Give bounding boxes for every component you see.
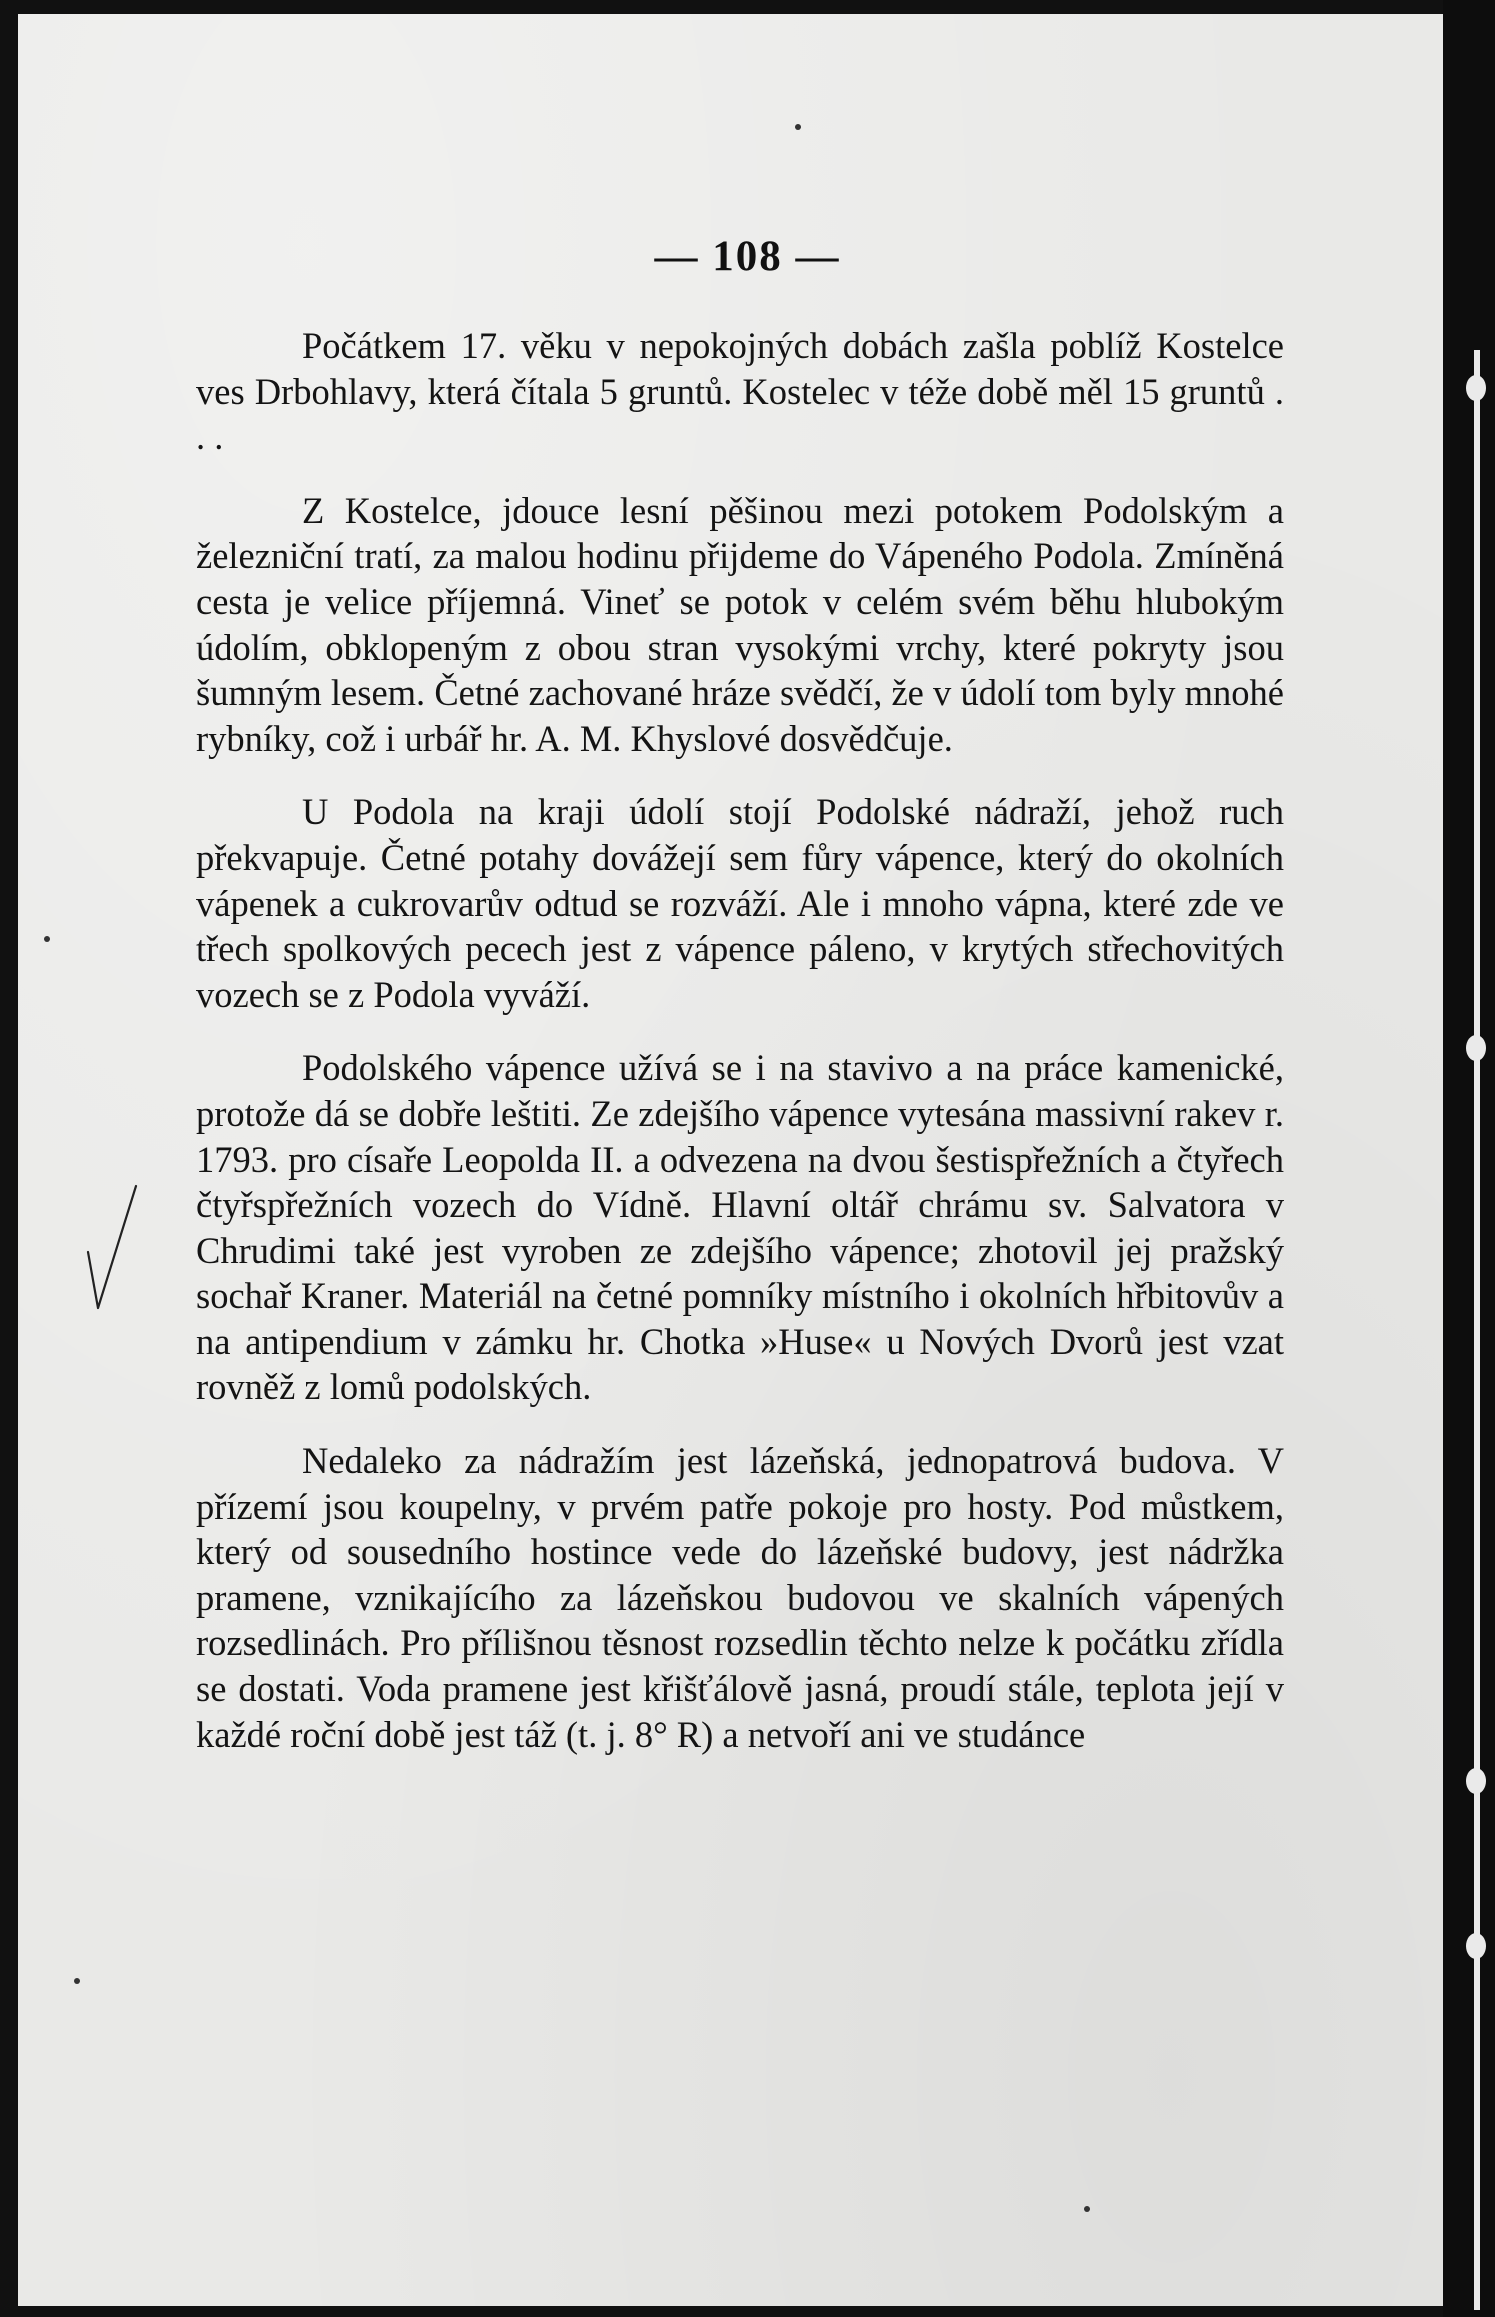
ink-speck (74, 1978, 80, 1984)
binding-mark (1466, 1933, 1486, 1959)
page-number-text: — 108 — (654, 233, 841, 280)
paragraph-2: Z Kostelce, jdouce lesní pěšinou mezi potokem Podolským a železniční tratí, za malou hodinu přijdeme do Vápeného Podola. Zmíněná cesta je velice příjemná. Vineť se potok v celém svém běhu hlubokým údolím, obklopeným z obou stran vysokými vrchy, které pokryty jsou šumným lesem. Četné zachované hráze svědčí, že v údolí tom byly mnohé rybníky, což i urbář hr. A. M. Khyslové dosvědčuje. (196, 489, 1284, 759)
paragraph-1: Počátkem 17. věku v nepokojných dobách zašla poblíž Kostelce ves Drbohlavy, která čítala 5 gruntů. Kostelec v téže době měl 15 gruntů . . . (196, 325, 1284, 458)
binding-mark (1466, 375, 1486, 401)
binding-line (1474, 350, 1480, 2310)
margin-checkmark-icon (84, 1182, 140, 1310)
ink-speck (795, 124, 801, 130)
paragraph-3: U Podola na kraji údolí stojí Podolské nádraží, jehož ruch překvapuje. Četné potahy dovážejí sem fůry vápence, který do okolních vápenek a cukrovarův odtud se rozváží. Ale i mnoho vápna, které zde ve třech spolkových pecech jest z vápence páleno, v krytých střechovitých vozech se z Podola vyváží. (196, 791, 1284, 1015)
body-text (196, 323, 1284, 1785)
paragraph-5: Nedaleko za nádražím jest lázeňská, jednopatrová budova. V přízemí jsou koupelny, v prvém patře pokoje pro hosty. Pod můstkem, který od sousedního hostince vede do lázeňské budovy, jest nádržka pramene, vznikajícího za lázeňskou budovou ve skalních vápených rozsedlinách. Pro přílišnou těsnost rozsedlin těchto nelze k počátku zřídla se dostati. Voda pramene jest křišťálově jasná, proudí stále, teplota její v každé roční době jest táž (t. j. 8° R) a netvoří ani ve studánce (196, 1440, 1284, 1755)
ink-speck (44, 936, 50, 942)
binding-mark (1466, 1035, 1486, 1061)
paragraph-4: Podolského vápence užívá se i na stavivo a na práce kamenické, protože dá se dobře leštiti. Ze zdejšího vápence vytesána massivní rakev r. 1793. pro císaře Leopolda II. a odvezena na dvou šestispřežních a čtyřech čtyřspřežních vozech do Vídně. Hlavní oltář chrámu sv. Salvatora v Chrudimi také jest vyroben ze zdejšího vápence; zhotovil jej pražský sochař Kraner. Materiál na četné pomníky místního i okolních hřbitovův a na antipendium v zámku hr. Chotka »Huse« u Nových Dvorů jest vzat rovněž z lomů podolských. (196, 1047, 1284, 1408)
ink-speck (1084, 2206, 1090, 2212)
page-number (0, 232, 1495, 281)
binding-mark (1466, 1768, 1486, 1794)
page-edge-shadow (1443, 0, 1495, 2317)
